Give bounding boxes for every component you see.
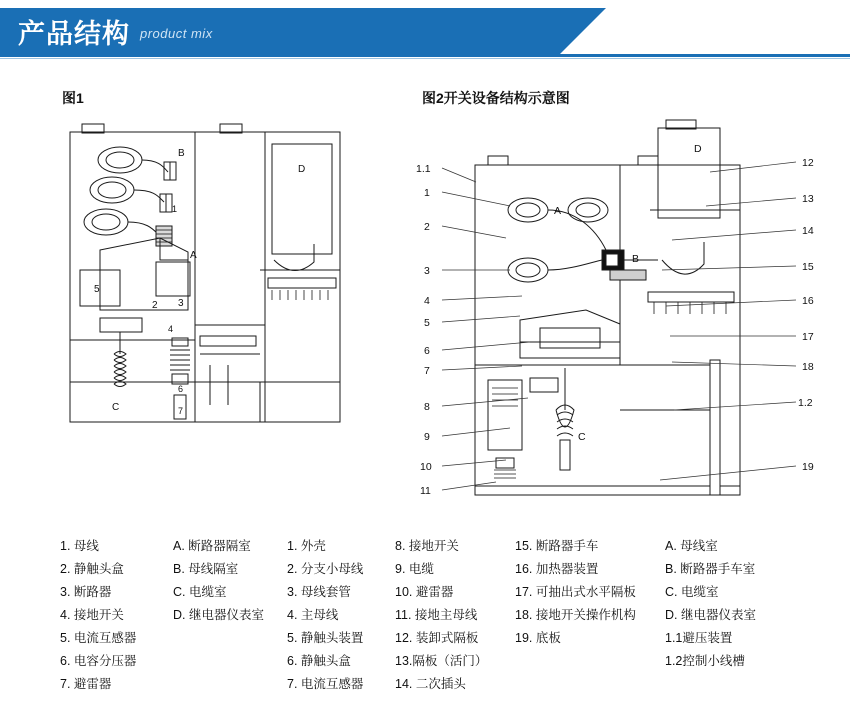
- legend-item: D. 继电器仪表室: [173, 608, 264, 622]
- page-title: 产品结构: [18, 19, 130, 49]
- svg-text:C: C: [112, 402, 120, 413]
- svg-text:D: D: [694, 143, 702, 155]
- legend-item: 19. 底板: [515, 631, 561, 645]
- legend-item: 14. 二次插头: [395, 677, 466, 691]
- legend-item: B. 母线隔室: [173, 562, 239, 576]
- legend-column-3: [287, 535, 397, 696]
- svg-text:8: 8: [424, 401, 430, 413]
- svg-text:12: 12: [802, 157, 814, 169]
- legend-item: 2. 静触头盒: [60, 562, 124, 576]
- figure1-caption: 图1: [62, 90, 84, 106]
- legend-column-6: [665, 535, 825, 673]
- legend-item: 3. 断路器: [60, 585, 112, 599]
- legend-item: 5. 静触头装置: [287, 631, 364, 645]
- svg-text:7: 7: [424, 365, 430, 377]
- page-header: [0, 0, 850, 62]
- svg-text:D: D: [298, 164, 306, 175]
- svg-text:18: 18: [802, 361, 814, 373]
- legend-item: 9. 电缆: [395, 562, 434, 576]
- legend-item: C. 电缆室: [173, 585, 227, 599]
- svg-text:9: 9: [424, 431, 430, 443]
- legend-item: 4. 主母线: [287, 608, 339, 622]
- figure2-drawing: [410, 110, 830, 500]
- svg-text:2: 2: [152, 300, 158, 311]
- legend-column-4: [395, 535, 515, 696]
- svg-text:B: B: [632, 253, 640, 265]
- svg-text:11: 11: [420, 485, 431, 497]
- legend-item: 7. 电流互感器: [287, 677, 364, 691]
- svg-text:14: 14: [802, 225, 814, 237]
- figure1-drawing: [60, 110, 360, 500]
- legend-column-2: [173, 535, 283, 627]
- svg-text:A: A: [190, 250, 197, 261]
- legend-column-5: [515, 535, 635, 650]
- legend-item: 4. 接地开关: [60, 608, 124, 622]
- legend-item: A. 母线室: [665, 539, 718, 553]
- svg-text:3: 3: [424, 265, 430, 277]
- svg-text:1: 1: [172, 204, 178, 214]
- legend-item: 10. 避雷器: [395, 585, 454, 599]
- legend: [55, 535, 815, 715]
- svg-text:4: 4: [424, 295, 430, 307]
- svg-text:15: 15: [802, 261, 814, 273]
- svg-text:19: 19: [802, 461, 814, 473]
- header-underline: [0, 54, 850, 57]
- svg-text:5: 5: [94, 284, 100, 295]
- svg-text:A: A: [554, 205, 562, 217]
- svg-text:5: 5: [424, 317, 430, 329]
- legend-item: B. 断路器手车室: [665, 562, 756, 576]
- legend-item: 11. 接地主母线: [395, 608, 478, 622]
- legend-item: 7. 避雷器: [60, 677, 112, 691]
- svg-text:C: C: [578, 431, 586, 443]
- svg-text:17: 17: [802, 331, 814, 343]
- svg-text:7: 7: [178, 406, 184, 416]
- legend-item: A. 断路器隔室: [173, 539, 251, 553]
- legend-item: 2. 分支小母线: [287, 562, 364, 576]
- legend-item: C. 电缆室: [665, 585, 719, 599]
- page-subtitle: product mix: [140, 26, 213, 41]
- svg-text:1.1: 1.1: [416, 163, 431, 175]
- svg-text:6: 6: [424, 345, 430, 357]
- svg-text:6: 6: [178, 384, 184, 394]
- legend-column-1: [60, 535, 180, 696]
- svg-text:1: 1: [424, 187, 430, 199]
- svg-text:1.2: 1.2: [798, 397, 813, 409]
- figure2-caption: 图2开关设备结构示意图: [422, 90, 570, 106]
- legend-item: 6. 静触头盒: [287, 654, 351, 668]
- svg-text:3: 3: [178, 298, 184, 309]
- legend-item: 1.2控制小线槽: [665, 654, 745, 668]
- legend-item: 3. 母线套管: [287, 585, 351, 599]
- svg-text:16: 16: [802, 295, 814, 307]
- legend-item: D. 继电器仪表室: [665, 608, 756, 622]
- legend-item: 17. 可抽出式水平隔板: [515, 585, 636, 599]
- svg-text:10: 10: [420, 461, 432, 473]
- legend-item: 13.隔板（活门）: [395, 654, 488, 668]
- legend-item: 18. 接地开关操作机构: [515, 608, 636, 622]
- svg-text:13: 13: [802, 193, 814, 205]
- header-underline-light: [0, 58, 850, 59]
- legend-item: 1. 母线: [60, 539, 99, 553]
- legend-item: 1.1避压装置: [665, 631, 733, 645]
- legend-item: 1. 外壳: [287, 539, 326, 553]
- legend-item: 6. 电容分压器: [60, 654, 137, 668]
- legend-item: 8. 接地开关: [395, 539, 459, 553]
- svg-text:B: B: [178, 148, 185, 159]
- legend-item: 12. 装卸式隔板: [395, 631, 479, 645]
- legend-item: 16. 加热器装置: [515, 562, 599, 576]
- svg-text:2: 2: [424, 221, 430, 233]
- legend-item: 15. 断路器手车: [515, 539, 599, 553]
- svg-text:4: 4: [168, 324, 174, 334]
- legend-item: 5. 电流互感器: [60, 631, 137, 645]
